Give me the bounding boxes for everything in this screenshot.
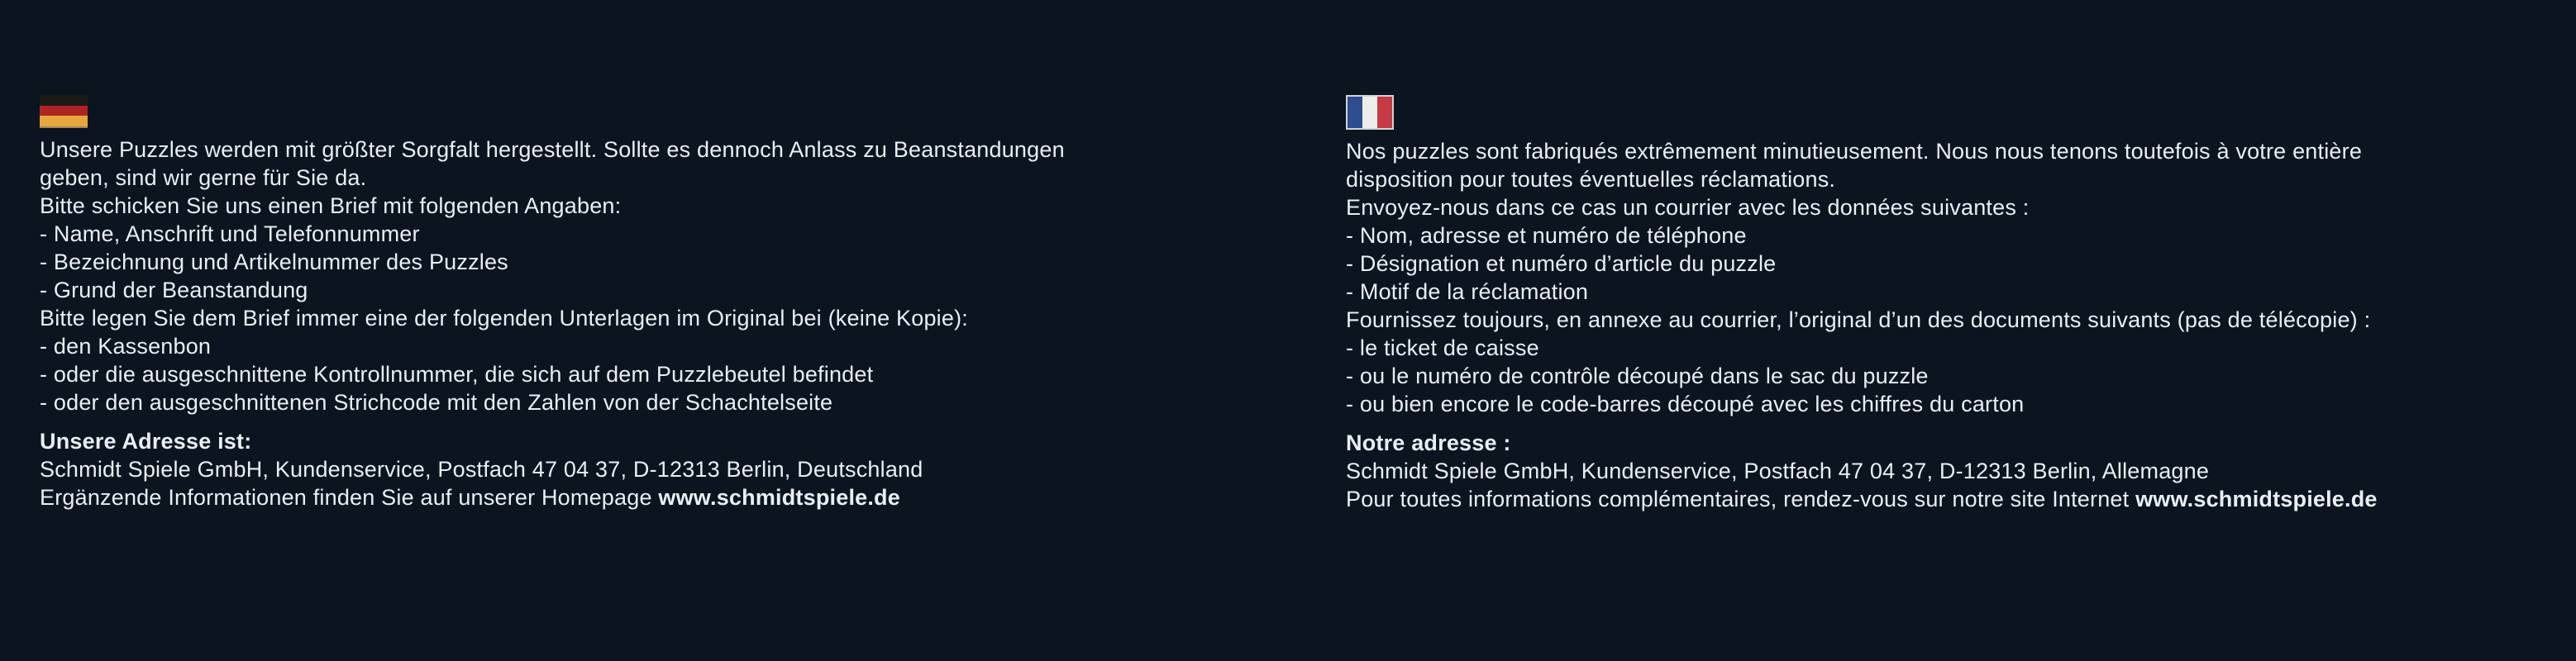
text-segment: - Désignation et numéro d’article du puzzle — [1346, 251, 1777, 276]
text-line — [1346, 250, 2576, 278]
text-line — [40, 304, 1280, 332]
text-segment: - Grund der Beanstandung — [40, 278, 308, 302]
text-line — [1346, 390, 2576, 418]
text-line — [40, 332, 1280, 360]
text-segment: Unsere Adresse ist: — [40, 429, 252, 454]
text-segment: Bitte legen Sie dem Brief immer eine der folgenden Unterlagen im Original bei (keine Kopie): — [40, 306, 968, 330]
text-line — [40, 276, 1280, 304]
text-line — [40, 360, 1280, 388]
address-heading-line — [1346, 429, 2576, 457]
text-segment: - Bezeichnung und Artikelnummer des Puzzles — [40, 250, 508, 274]
text-segment: - Nom, adresse et numéro de téléphone — [1346, 223, 1747, 248]
text-segment: Notre adresse : — [1346, 430, 1511, 455]
text-line — [1346, 137, 2576, 165]
flag-band-gold — [40, 116, 88, 126]
text-line — [1346, 485, 2576, 513]
text-segment: Fournissez toujours, en annexe au courrier, l’original d’un des documents suivants (pas de télécopie) : — [1346, 307, 2371, 332]
french-section — [1346, 95, 2576, 513]
text-segment: Schmidt Spiele GmbH, Kundenservice, Postfach 47 04 37, D-12313 Berlin, Allemagne — [1346, 459, 2210, 483]
text-segment: - oder die ausgeschnittene Kontrollnummer, die sich auf dem Puzzlebeutel befindet — [40, 362, 874, 387]
text-line — [1346, 221, 2576, 250]
flag-band-black — [40, 95, 88, 106]
text-line — [1346, 278, 2576, 306]
german-flag-icon — [40, 95, 88, 128]
text-line — [1346, 165, 2576, 193]
flag-band-white — [1362, 97, 1377, 128]
text-segment: Schmidt Spiele GmbH, Kundenservice, Postfach 47 04 37, D-12313 Berlin, Deutschland — [40, 457, 923, 482]
text-line — [40, 455, 1280, 483]
german-text-block — [40, 136, 1280, 511]
bold-text-segment: www.schmidtspiele.de — [658, 485, 900, 510]
text-segment: Envoyez-nous dans ce cas un courrier avec les données suivantes : — [1346, 195, 2030, 220]
text-segment: - ou bien encore le code-barres découpé avec les chiffres du carton — [1346, 392, 2025, 416]
text-line — [40, 164, 1280, 192]
text-segment: Unsere Puzzles werden mit größter Sorgfalt hergestellt. Sollte es dennoch Anlass zu Beanstandungen — [40, 137, 1065, 162]
bold-text-segment: www.schmidtspiele.de — [2135, 487, 2378, 511]
address-heading-line — [40, 427, 1280, 455]
german-section — [40, 95, 1280, 511]
text-line — [40, 136, 1280, 164]
text-line — [40, 483, 1280, 511]
text-segment: Bitte schicken Sie uns einen Brief mit folgenden Angaben: — [40, 193, 622, 218]
text-segment: Pour toutes informations complémentaires, rendez-vous sur notre site Internet — [1346, 487, 2136, 511]
text-segment: - ou le numéro de contrôle découpé dans le sac du puzzle — [1346, 364, 1929, 388]
text-segment: geben, sind wir gerne für Sie da. — [40, 165, 367, 190]
text-segment: - Name, Anschrift und Telefonnummer — [40, 221, 420, 246]
text-line — [40, 192, 1280, 220]
flag-band-red — [40, 106, 88, 117]
text-segment: - oder den ausgeschnittenen Strichcode mit den Zahlen von der Schachtelseite — [40, 390, 833, 415]
text-segment: Ergänzende Informationen finden Sie auf unserer Homepage — [40, 485, 659, 510]
flag-band-red — [1377, 97, 1392, 128]
french-flag-icon — [1346, 95, 1394, 130]
flag-band-blue — [1348, 97, 1362, 128]
text-line — [1346, 306, 2576, 334]
text-line — [40, 220, 1280, 248]
text-line — [40, 248, 1280, 276]
text-segment: - Motif de la réclamation — [1346, 279, 1589, 304]
text-line — [40, 388, 1280, 416]
text-line — [1346, 193, 2576, 221]
text-segment: Nos puzzles sont fabriqués extrêmement minutieusement. Nous nous tenons toutefois à votre entière — [1346, 139, 2363, 164]
text-line — [1346, 334, 2576, 362]
text-segment: - den Kassenbon — [40, 334, 212, 359]
text-line — [1346, 362, 2576, 390]
text-segment: disposition pour toutes éventuelles réclamations. — [1346, 167, 1836, 192]
french-text-block — [1346, 137, 2576, 513]
text-segment: - le ticket de caisse — [1346, 335, 1539, 360]
text-line — [1346, 457, 2576, 485]
